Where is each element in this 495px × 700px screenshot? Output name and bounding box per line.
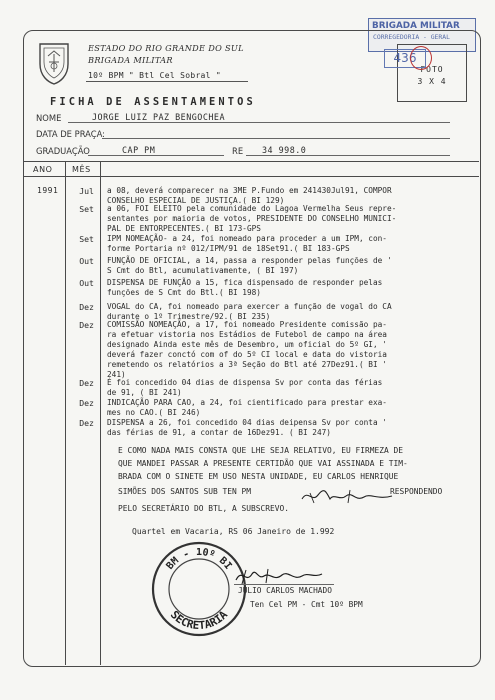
header-corps: BRIGADA MILITAR — [88, 55, 173, 65]
unit-underline — [86, 81, 248, 82]
entry-month: Set — [79, 204, 94, 214]
signatory-name: JULIO CARLOS MACHADO — [238, 586, 332, 595]
entry-text-line: designado Ainda este mês de Desembro, um oficial do 5º GI, ' — [107, 339, 387, 349]
protocol-ring — [410, 46, 432, 70]
col-month: MÊS — [72, 165, 91, 174]
entry-text-line: durante o 1º Trimestre/92.( BI 235) — [107, 311, 271, 321]
certification-line: RESPONDENDO — [390, 487, 443, 496]
table-top-rule — [24, 161, 479, 162]
entry-month: Out — [79, 278, 94, 288]
entry-month: Dez — [79, 378, 94, 388]
signature-line — [234, 584, 334, 585]
signatory-rank: Ten Cel PM - Cmt 10º BPM — [250, 600, 363, 609]
entry-text-line: 241) — [107, 369, 126, 379]
entry-text-line: sentantes por maioria de votos, PRESIDENTE DO CONSELHO MUNICI- — [107, 213, 397, 223]
entry-text-line: IPM NOMEAÇÃO- a 24, foi nomeado para proceder a um IPM, con- — [107, 234, 387, 243]
certification-line: QUE MANDEI PASSAR A PRESENTE CERTIDÃO QUE VAI ASSINADA E TIM- — [118, 459, 408, 468]
entry-month: Dez — [79, 398, 94, 408]
month-column-rule — [100, 161, 101, 665]
re-underline — [246, 155, 450, 156]
header-state: ESTADO DO RIO GRANDE DO SUL — [88, 43, 244, 53]
secretary-signature-icon — [300, 487, 395, 505]
re-label: RE — [232, 146, 244, 156]
entry-text-line: ra efetuar vistoria nos Estádios de Futebol de campo na área — [107, 329, 387, 339]
entry-text-line: É foi concedido 04 dias de dispensa Sv por conta das férias — [107, 378, 383, 387]
entry-text-line: FUNÇÃO DE OFICIAL, a 14, passa a responder pelas funções de ' — [107, 256, 392, 265]
form-title: FICHA DE ASSENTAMENTOS — [50, 96, 256, 108]
entry-month: Dez — [79, 320, 94, 330]
name-value: JORGE LUIZ PAZ BENGOCHEA — [92, 112, 226, 122]
entry-text-line: mes no CAO.( BI 246) — [107, 407, 201, 417]
photo-label: FOTO — [420, 65, 444, 74]
protocol-number: 436 — [384, 49, 426, 68]
stamp-dept: CORREGEDORIA - GERAL — [373, 33, 450, 41]
entry-text-line: DISPENSA DE FUNÇÃO a 15, fica dispensado de responder pelas — [107, 278, 383, 287]
entry-text-line: COMISSÃO NOMEAÇÃO, a 17, foi nomeado Presidente comissão pa- — [107, 320, 387, 329]
name-label: NOME — [36, 113, 62, 123]
grad-value: CAP PM — [122, 145, 156, 155]
entry-text-line: PAL DE ENTORPECENTES.( BI 173-GPS — [107, 223, 261, 233]
entry-text-line: a 08, deverá comparecer na 3ME P.Fundo em 241430Jul91, COMPOR — [107, 186, 392, 195]
grad-label: GRADUAÇÃO — [36, 146, 90, 156]
commander-signature-icon — [232, 566, 324, 586]
entry-text-line: forme Portaria nº 012/IPM/91 de 18Set91.( BI 183-GPS — [107, 243, 350, 253]
entry-text-line: de 91, ( BI 241) — [107, 387, 182, 397]
entry-text-line: S Cmt do Btl, acumulativamente, ( BI 197) — [107, 265, 299, 275]
entry-month: Set — [79, 234, 94, 244]
re-value: 34 998.0 — [262, 145, 307, 155]
seal-top-text: BM - 10º BI — [164, 547, 234, 572]
state-crest-icon — [36, 40, 72, 86]
certification-line: SIMÕES DOS SANTOS SUB TEN PM — [118, 487, 252, 496]
stamp-org: BRIGADA MILITAR — [372, 21, 460, 31]
entry-month: Out — [79, 256, 94, 266]
entry-text-line: CONSELHO ESPECIAL DE JUSTIÇA.( BI 129) — [107, 195, 285, 205]
photo-size: 3 X 4 — [417, 77, 447, 86]
entry-text-line: VOGAL do CA, foi nomeado para exercer a função de vogal do CA — [107, 302, 392, 311]
entry-text-line: a 06, FOI ELEITO pela comunidade do Lagoa Vermelha Seus repre- — [107, 204, 397, 213]
name-underline — [68, 122, 450, 123]
entry-text-line: INDICAÇÃO PARA CAO, a 24, foi cientificado para prestar exa- — [107, 398, 387, 407]
place-date: Quartel em Vacaria, RS 06 Janeiro de 1.992 — [132, 527, 335, 536]
entry-text-line: DISPENSA a 26, foi concedido 04 dias deipensa Sv por conta ' — [107, 418, 387, 427]
grad-underline — [88, 155, 224, 156]
entry-text-line: remetendo os relatórios a 3ª Seção do Btl até 27Dez91.( BI ' — [107, 359, 387, 369]
certification-line: BRADA COM O SINETE EM USO NESTA UNIDADE, EU CARLOS HENRIQUE — [118, 472, 399, 481]
certification-line: PELO SECRETÁRIO DO BTL, A SUBSCREVO. — [118, 504, 290, 513]
header-unit: 10º BPM " Btl Cel Sobral " — [88, 71, 222, 80]
col-year: ANO — [33, 165, 53, 174]
certification-line: E COMO NADA MAIS CONSTA QUE LHE SEJA RELATIVO, EU FIRMEZA DE — [118, 446, 404, 455]
entry-month: Dez — [79, 418, 94, 428]
entry-text-line: funções de S Cmt do Btl.( BI 198) — [107, 287, 261, 297]
entry-month: Dez — [79, 302, 94, 312]
secretariat-seal-icon — [150, 540, 248, 638]
year-value: 1991 — [37, 186, 59, 195]
date-underline — [102, 138, 450, 139]
seal-bottom-text: SECRETARIA — [167, 608, 231, 633]
table-header-rule — [24, 176, 479, 177]
date-label: DATA DE PRAÇA: — [36, 129, 106, 139]
entry-text-line: das férias de 91, a contar de 16Dez91. ( BI 247) — [107, 427, 331, 437]
entry-month: Jul — [79, 186, 94, 196]
entry-text-line: deverá fazer conctó com of do 5º CI local e data do vistoria — [107, 349, 387, 359]
